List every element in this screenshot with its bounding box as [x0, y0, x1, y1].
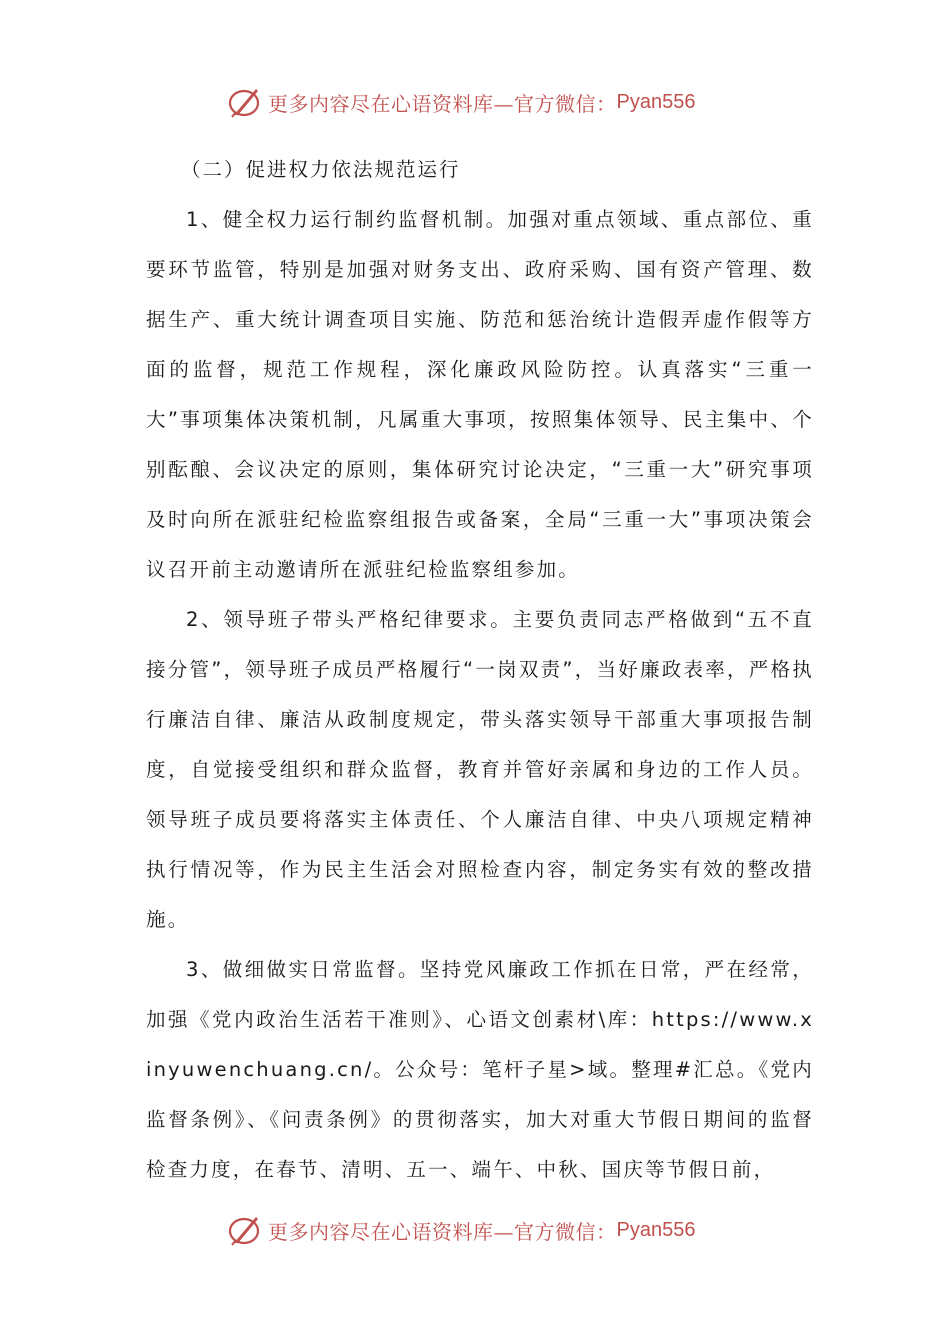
banner-text: 更多内容尽在心语资料库—官方微信： — [268, 91, 617, 116]
section-heading: （二）促进权力依法规范运行 — [181, 158, 461, 181]
paragraph-3: 3、做细做实日常监督。坚持党风廉政工作抓在日常，严在经常，加强《党内政治生活若干准则》、心语文创素材\库：https://www.xinyuwenchuang.cn/。公众号：笔杆子星>域。整理#汇总。《党内监督条例》、《问责条例》的贯彻落实，加大对重大节假日期间的监督检查力度，在春节、清明、五一、端午、中秋、国庆等节假日前， — [146, 958, 814, 1181]
banner-handle: Pyan556 — [616, 1218, 696, 1241]
banner-text: 更多内容尽在心语资料库—官方微信： — [268, 1219, 617, 1244]
quill-pen-icon — [228, 1213, 262, 1247]
banner-handle: Pyan556 — [616, 90, 696, 113]
quill-pen-icon — [228, 85, 262, 119]
paragraph-1: 1、健全权力运行制约监督机制。加强对重点领域、重点部位、重要环节监管，特别是加强对财务支出、政府采购、国有资产管理、数据生产、重大统计调查项目实施、防范和惩治统计造假弄虚作假等方面的监督，规范工作规程，深化廉政风险防控。认真落实“三重一大”事项集体决策机制，凡属重大事项，按照集体领导、民主集中、个别酝酿、会议决定的原则，集体研究讨论决定，“三重一大”研究事项及时向所在派驻纪检监察组报告或备案，全局“三重一大”事项决策会议召开前主动邀请所在派驻纪检监察组参加。 — [146, 208, 814, 581]
paragraph-2: 2、领导班子带头严格纪律要求。主要负责同志严格做到“五不直接分管”，领导班子成员严格履行“一岗双责”，当好廉政表率，严格执行廉洁自律、廉洁从政制度规定，带头落实领导干部重大事项报告制度，自觉接受组织和群众监督，教育并管好亲属和身边的工作人员。领导班子成员要将落实主体责任、个人廉洁自律、中央八项规定精神执行情况等，作为民主生活会对照检查内容，制定务实有效的整改措施。 — [146, 608, 814, 931]
header-banner — [228, 82, 748, 122]
footer-banner — [228, 1210, 748, 1250]
document-body — [146, 145, 814, 1195]
